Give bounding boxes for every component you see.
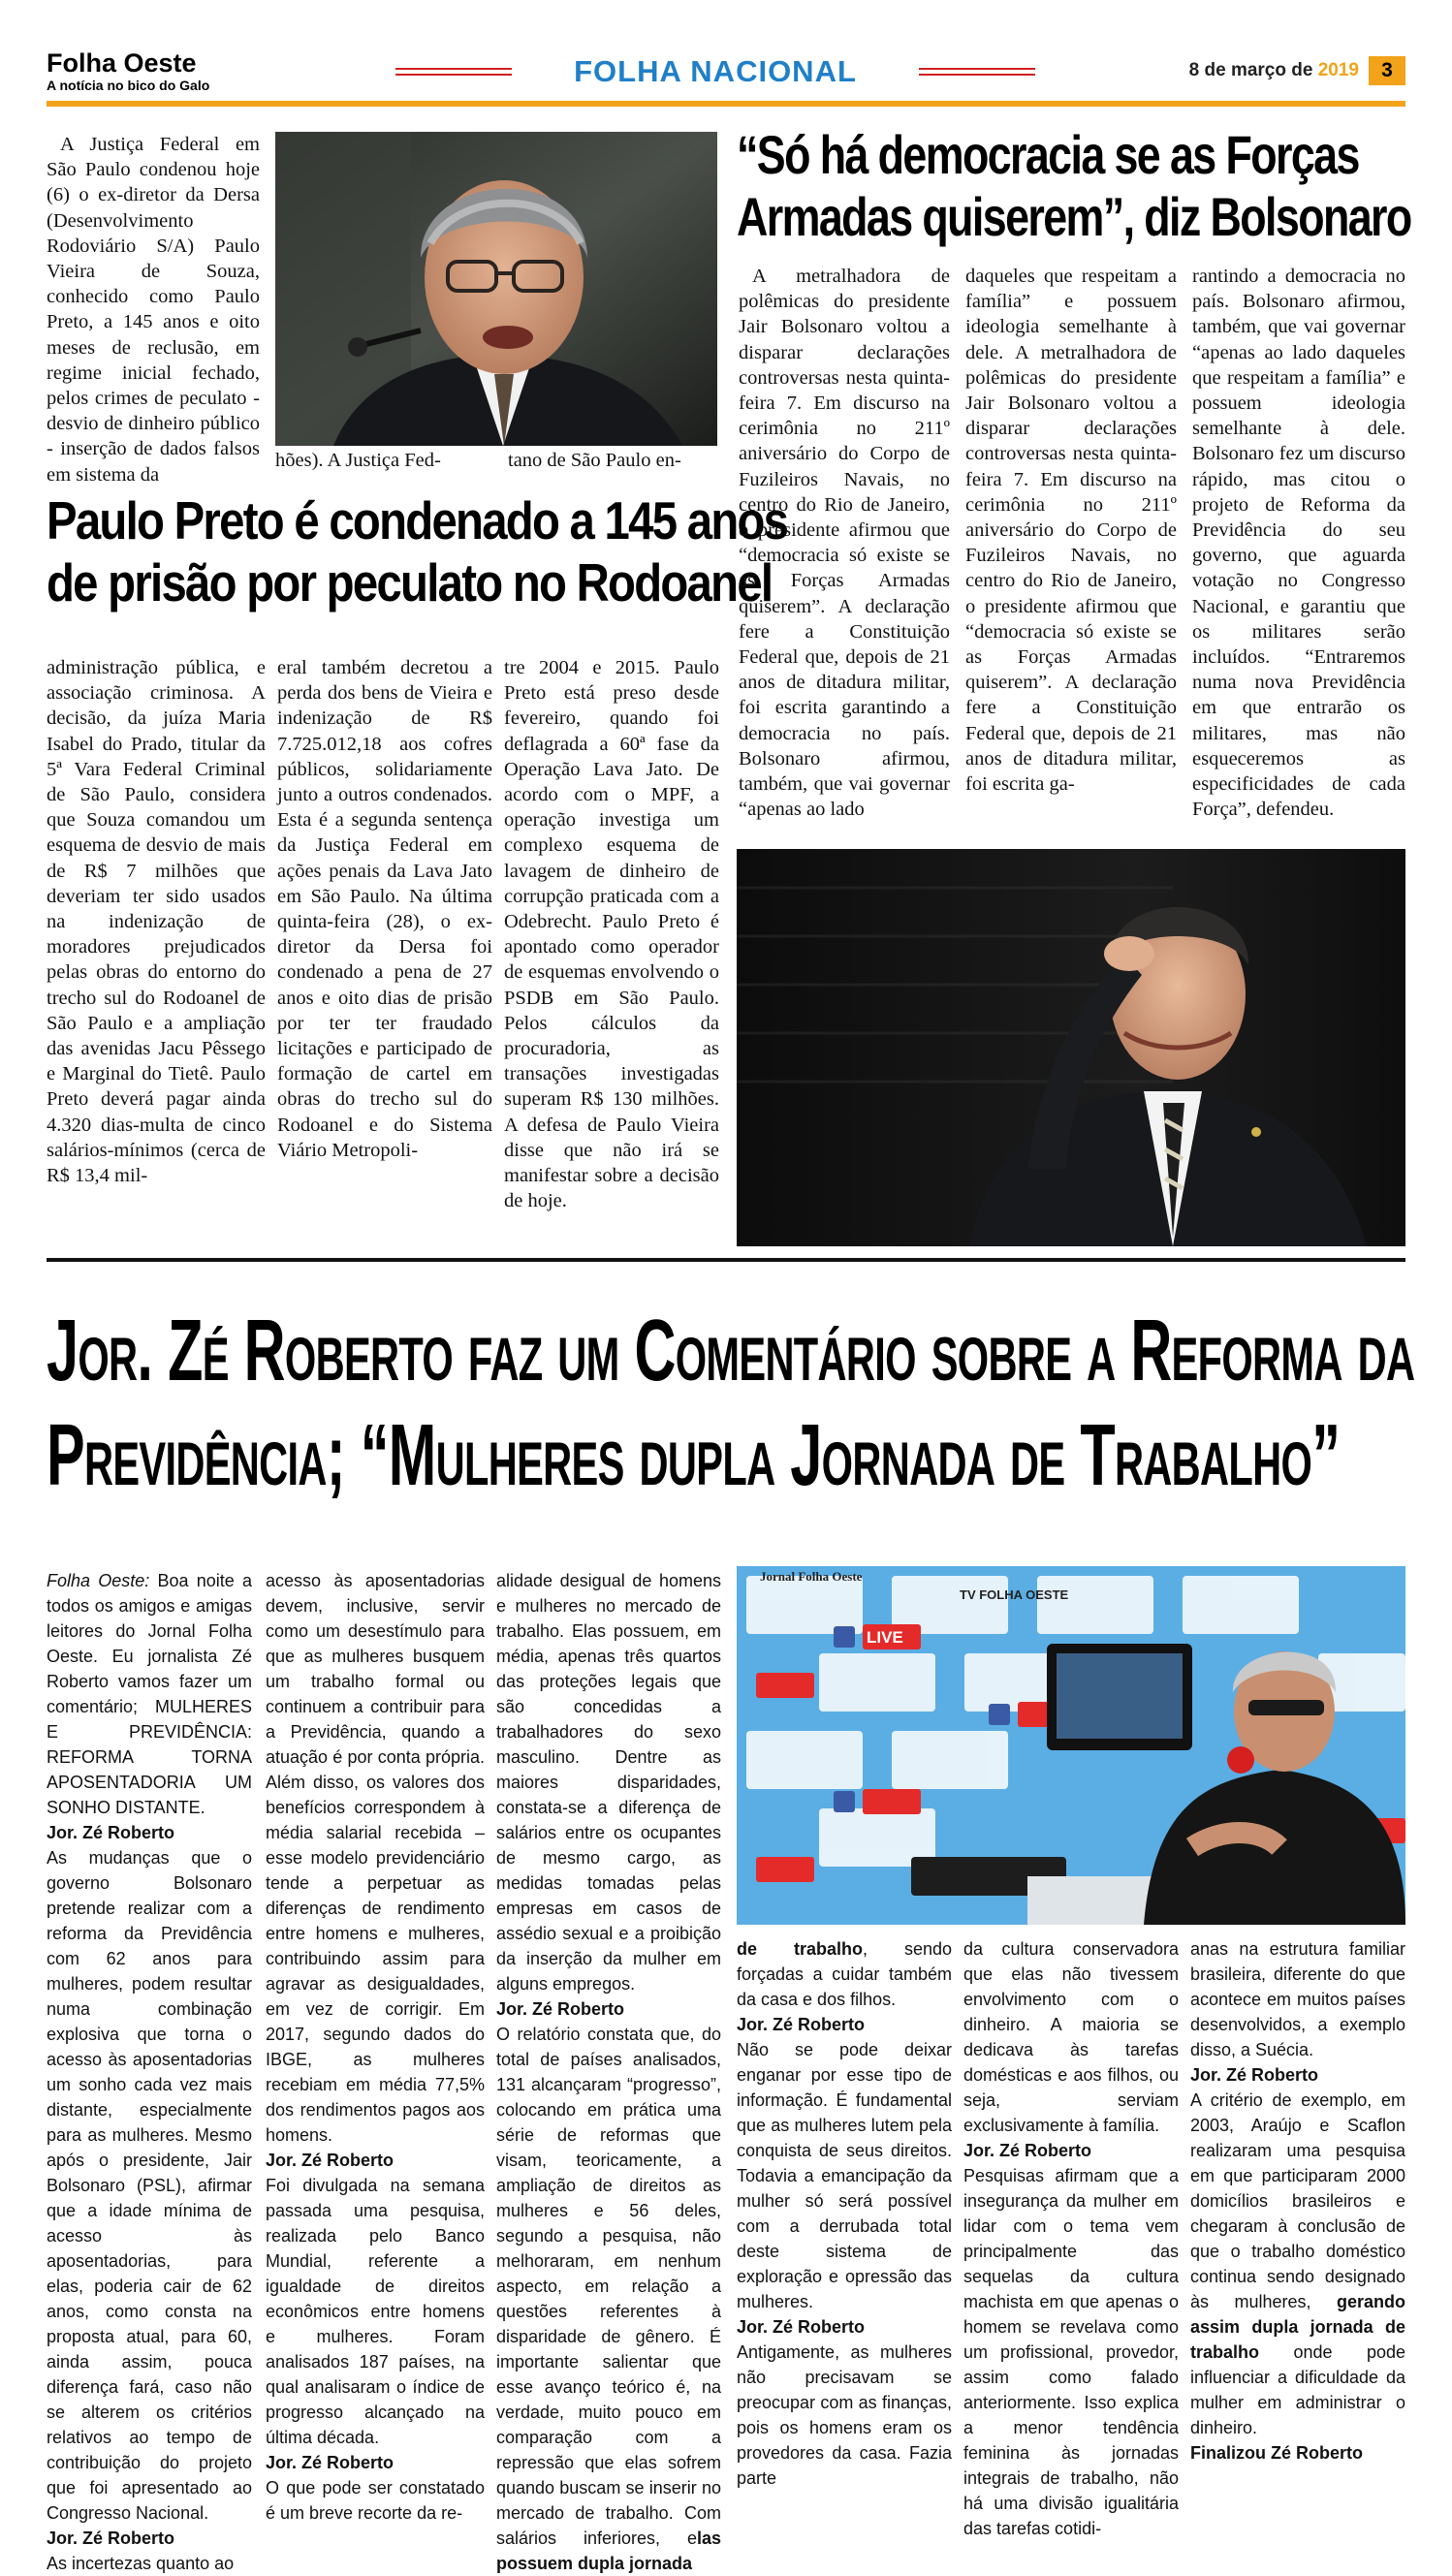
article3-col6-para2-end: onde pode influenciar a dificuldade da mulher em administrar o dinheiro. xyxy=(1190,2342,1405,2437)
byline: Jor. Zé Roberto xyxy=(266,2151,395,2170)
studio-backdrop-brand: Jornal Folha Oeste xyxy=(760,1569,863,1584)
article3-col4-emphasis: de trabalho xyxy=(737,1939,863,1959)
article1-col1: administração pública, e associação criminosa. A decisão, da juíza Maria Isabel do Prado, titular da 5ª Vara Federal Criminal de São Paulo, considera que Souza comandou um esquema de desvio de mais de R$ 7 milhões que deveriam ter sido usados na indenização de moradores prejudicados pelas obras do entorno do trecho sul do Rodoanel de São Paulo e a ampliação das avenidas Jacu Pêssego e Marginal do Tietê. Paulo Preto deverá pagar ainda 4.320 dias-multa de cinco salários-mínimos (cerca de R$ 13,4 mil- xyxy=(47,657,266,1187)
article3-col5 xyxy=(963,1936,1179,2537)
byline: Jor. Zé Roberto xyxy=(737,2317,866,2337)
studio-photo xyxy=(737,1566,1405,1925)
article3-col1-para2: As mudanças que o governo Bolsonaro pretende realizar com a reforma da Previdência com 62 anos para mulheres, podem resultar numa combinação explosiva que torna o acesso às aposentadorias um sonho cada vez mais distante, especialmente para as mulheres. Mesmo após o presidente, Jair Bolsonaro (PSL), afirmar que a idade mínima de acesso às aposentadorias, para elas, poderia cair de 62 anos, como consta na proposta atual, para 60, ainda assim, pouca diferença fará, caso não se alterem os critérios relativos ao tempo de contribuição do projeto que foi apresentado ao Congresso Nacional. xyxy=(47,1848,252,2523)
byline: Jor. Zé Roberto xyxy=(963,2141,1092,2160)
date-prefix: 8 de março de xyxy=(1188,60,1313,80)
article3-col4-para1: , sendo forçadas a cuidar também da casa e dos filhos. xyxy=(737,1939,952,2009)
article3-col1-para1: Boa noite a todos os amigos e amigas leitores do Jornal Folha Oeste. Eu jornalista Zé Roberto vamos fazer um comentário; MULHERES E PREVIDÊNCIA: REFORMA TORNA APOSENTADORIA UM SONHO DISTANTE. xyxy=(47,1571,252,1817)
byline: Jor. Zé Roberto xyxy=(1190,2065,1319,2085)
article3-col2-para1: acesso às aposentadorias devem, inclusive, servir como um desestímulo para que as mulheres busquem um trabalho formal ou continuem a contribuir para a Previdência, quando a atuação é por conta própria. Além disso, os valores dos benefícios correspondem à média salarial recebida – esse modelo previdenciário tende a perpetuar as diferenças de rendimento entre homens e mulheres, contribuindo assim para agravar as desigualdades, em vez de corrigir. Em 2017, segundo dados do IBGE, as mulheres recebiam em média 77,5% dos rendimentos pagos aos homens. xyxy=(266,1571,485,2145)
byline: Jor. Zé Roberto xyxy=(496,1999,625,2019)
article1-col2: eral também decretou a perda dos bens de Vieira e indenização de R$ 7.725.012,18 aos cofres públicos, solidariamente junto a outros condenados. Esta é a segunda sentença da Justiça Federal em ações penais da Lava Jato em São Paulo. Na última quinta-feira (28), o ex-diretor da Dersa foi condenado a pena de 27 anos e oito dias de prisão por ter ter fraudado licitações e participado de formação de cartel em obras do trecho sul do Rodoanel e do Sistema Viário Metropoli- xyxy=(277,657,492,1161)
brand-tagline: A notícia no bico do Galo xyxy=(47,78,210,93)
article3-col3-para2: O relatório constata que, do total de países analisados, 131 alcançaram “progresso”, colocando em prática uma série de reformas que visam, teoricamente, a ampliação de direitos as mulheres e 56 deles, segundo a pesquisa, não melhoraram, em nenhum aspecto, em relação a questões referentes à disparidade de gênero. É importante salientar que esse avanço teórico é, na verdade, muito pouco em comparação com a repressão que elas sofrem quando buscam se inserir no mercado de trabalho. Com salários inferiores, e xyxy=(496,2025,721,2548)
article2-headline xyxy=(737,124,1411,248)
article3-headline-line2: Previdência; “Mulheres dupla Jornada de Trabalho” xyxy=(47,1407,1341,1504)
bolsonaro-salute-image xyxy=(737,849,1405,1246)
article3-col6-para1: anas na estrutura familiar brasileira, diferente do que acontece em muitos países desenvolvidos, a exemplo disso, a Suécia. xyxy=(1190,1939,1405,2059)
closing-signature: Finalizou Zé Roberto xyxy=(1190,2443,1363,2463)
article2-headline-line2: Armadas quiserem”, diz Bolsonaro xyxy=(737,186,1411,247)
article3-col1-para3: As incertezas quanto ao xyxy=(47,2554,235,2573)
article3-col1 xyxy=(47,1568,252,2573)
byline: Jor. Zé Roberto xyxy=(737,2015,866,2034)
article3-col5-para1: da cultura conservadora que elas não tivessem envolvimento com o dinheiro. A maioria se dedicava às tarefas domésticas e aos filhos, ou seja, serviam exclusivamente à família. xyxy=(963,1939,1179,2135)
studio-live-badge: LIVE xyxy=(867,1628,903,1647)
article3-col2-para3: O que pode ser constatado é um breve recorte da re- xyxy=(266,2478,485,2523)
studio-broadcast-image xyxy=(737,1566,1405,1925)
page-number: 3 xyxy=(1369,56,1405,85)
article3-col3 xyxy=(496,1568,721,2573)
article3-col6-emphasis: gerando assim dupla jornada de trabalho xyxy=(1190,2292,1405,2362)
page-header xyxy=(47,48,1405,109)
paulo-preto-portrait xyxy=(275,132,717,446)
article3-headline xyxy=(47,1299,1414,1508)
article3-col6 xyxy=(1190,1936,1405,2537)
title-rule-left xyxy=(395,68,512,76)
byline: Jor. Zé Roberto xyxy=(266,2453,395,2472)
article1-headline xyxy=(47,489,787,613)
article1-caption-right: tano de São Paulo en- xyxy=(508,450,681,471)
date-year: 2019 xyxy=(1317,60,1359,80)
section-title-block xyxy=(395,54,1035,93)
article3-col4-para3: Antigamente, as mulheres não precisavam se preocupar com as finanças, pois os homens eram os provedores da casa. Fazia parte xyxy=(737,2342,952,2488)
byline: Jor. Zé Roberto xyxy=(47,2529,175,2548)
title-rule-right xyxy=(919,68,1035,76)
article2-col1: A metralhadora de polêmicas do presidente Jair Bolsonaro voltou a disparar declarações controversas nesta quinta-feira 7. Em discurso na cerimônia no 211º aniversário do Corpo de Fuzileiros Navais, no centro do Rio de Janeiro, o presidente afirmou que “democracia só existe se as Forças Armadas quiserem”. A declaração fere a Constituição Federal que, depois de 21 anos de ditadura militar, foi escrita garantindo a democracia no país. Bolsonaro afirmou, também, que vai governar “apenas ao lado xyxy=(739,266,950,821)
article1-headline-line1: Paulo Preto é condenado a 145 anos xyxy=(47,490,788,550)
article3-lead-label: Folha Oeste: xyxy=(47,1571,150,1590)
article3-col6-para2: A critério de exemplo, em 2003, Araújo e Scaflon realizaram uma pesquisa em que participaram 2000 domicílios brasileiros e chegaram à conclusão de que o trabalho doméstico continua sendo designado às mulheres, xyxy=(1190,2090,1405,2311)
article3-col3-para1: alidade desigual de homens e mulheres no mercado de trabalho. Elas possuem, em média, apenas três quartos das proteções legais que são concedidas a trabalhadores do sexo masculino. Dentre as maiores disparidades, constata-se a diferença de salários entre os ocupantes de mesmo cargo, as medidas tomadas pelas empresas em casos de assédio sexual e a proibição da inserção da mulher em alguns empregos. xyxy=(496,1571,721,1994)
byline: Jor. Zé Roberto xyxy=(47,1823,175,1842)
section-divider xyxy=(47,1258,1405,1262)
article1-intro: A Justiça Federal em São Paulo condenou hoje (6) o ex-diretor da Dersa (Desenvolvimento Rodoviário S/A) Paulo Vieira de Souza, conhecido como Paulo Preto, a 145 anos e oito meses de reclusão, em regime inicial fechado, pelos crimes de peculato - desvio de dinheiro público - inserção de dados falsos em sistema da xyxy=(47,134,260,486)
article1-caption-left: hões). A Justiça Fed- xyxy=(275,450,441,471)
article3-col2 xyxy=(266,1568,485,2537)
article2-headline-line1: “Só há democracia se as Forças xyxy=(737,124,1359,185)
article3-col4 xyxy=(737,1936,952,2537)
article3-headline-line1: Jor. Zé Roberto faz um Comentário sobre a Reforma da xyxy=(47,1303,1415,1399)
article2-col3: rantindo a democracia no país. Bolsonaro afirmou, também, que vai governar “apenas ao lado daqueles que respeitam a família” e possuem ideologia semelhante à dele. Bolsonaro fez um discurso rápido, mas citou o projeto de Reforma da Previdência do seu governo, que aguarda votação no Congresso Nacional, e garantiu que os militares serão incluídos. “Entraremos numa nova Previdência em que entrarão os militares, mas não esqueceremos as especificidades de cada Força”, defendeu. xyxy=(1192,266,1405,821)
bolsonaro-photo xyxy=(737,849,1405,1246)
article2-col2: daqueles que respeitam a família” e possuem ideologia semelhante à dele. A metralhadora de polêmicas do presidente Jair Bolsonaro voltou a disparar declarações controversas nesta quinta-feira 7. Em discurso na cerimônia no 211º aniversário do Corpo de Fuzileiros Navais, no centro do Rio de Janeiro, o presidente afirmou que “democracia só existe se as Forças Armadas quiserem”. A declaração fere a Constituição Federal que, depois de 21 anos de ditadura militar, foi escrita ga- xyxy=(965,266,1177,796)
paulo-preto-photo xyxy=(275,132,717,446)
issue-date xyxy=(1189,60,1359,81)
header-rule xyxy=(47,101,1405,107)
brand-name: Folha Oeste xyxy=(47,48,197,78)
section-title: FOLHA NACIONAL xyxy=(574,54,857,88)
article3-col3-emphasis: las possuem dupla jornada xyxy=(496,2529,721,2573)
article3-col5-para2: Pesquisas afirmam que a insegurança da mulher em lidar com o tema vem principalmente das sequelas da cultura machista em que apenas o homem se revelava como um profissional, provedor, assim como falado anteriormente. Isso explica a menor tendência feminina às jornadas integrais de trabalho, não há uma divisão igualitária das tarefas cotidi- xyxy=(963,2166,1179,2538)
article3-col2-para2: Foi divulgada na semana passada uma pesquisa, realizada pelo Banco Mundial, referente a igualdade de direitos econômicos entre homens e mulheres. Foram analisados 187 países, na qual analisaram o índice de progresso alcançado na última década. xyxy=(266,2176,485,2447)
article1-col3: tre 2004 e 2015. Paulo Preto está preso desde fevereiro, quando foi deflagrada a 60ª fase da Operação Lava Jato. De acordo com o MPF, a operação investiga um complexo esquema de lavagem de dinheiro de corrupção praticada com a Odebrecht. Paulo Preto é apontado como operador de esquemas envolvendo o PSDB em São Paulo. Pelos cálculos da procuradoria, as transações investigadas superam R$ 130 milhões. A defesa de Paulo Vieira disse que não irá se manifestar sobre a decisão de hoje. xyxy=(504,657,719,1212)
article3-col4-para2: Não se pode deixar enganar por esse tipo de informação. É fundamental que as mulheres lutem pela conquista de seus direitos. Todavia a emancipação da mulher só será possível com a derrubada total deste sistema de exploração e opressão das mulheres. xyxy=(737,2040,952,2311)
studio-backdrop-channel: TV FOLHA OESTE xyxy=(960,1587,1069,1602)
article1-headline-line2: de prisão por peculato no Rodoanel xyxy=(47,552,773,613)
brand xyxy=(47,48,209,93)
